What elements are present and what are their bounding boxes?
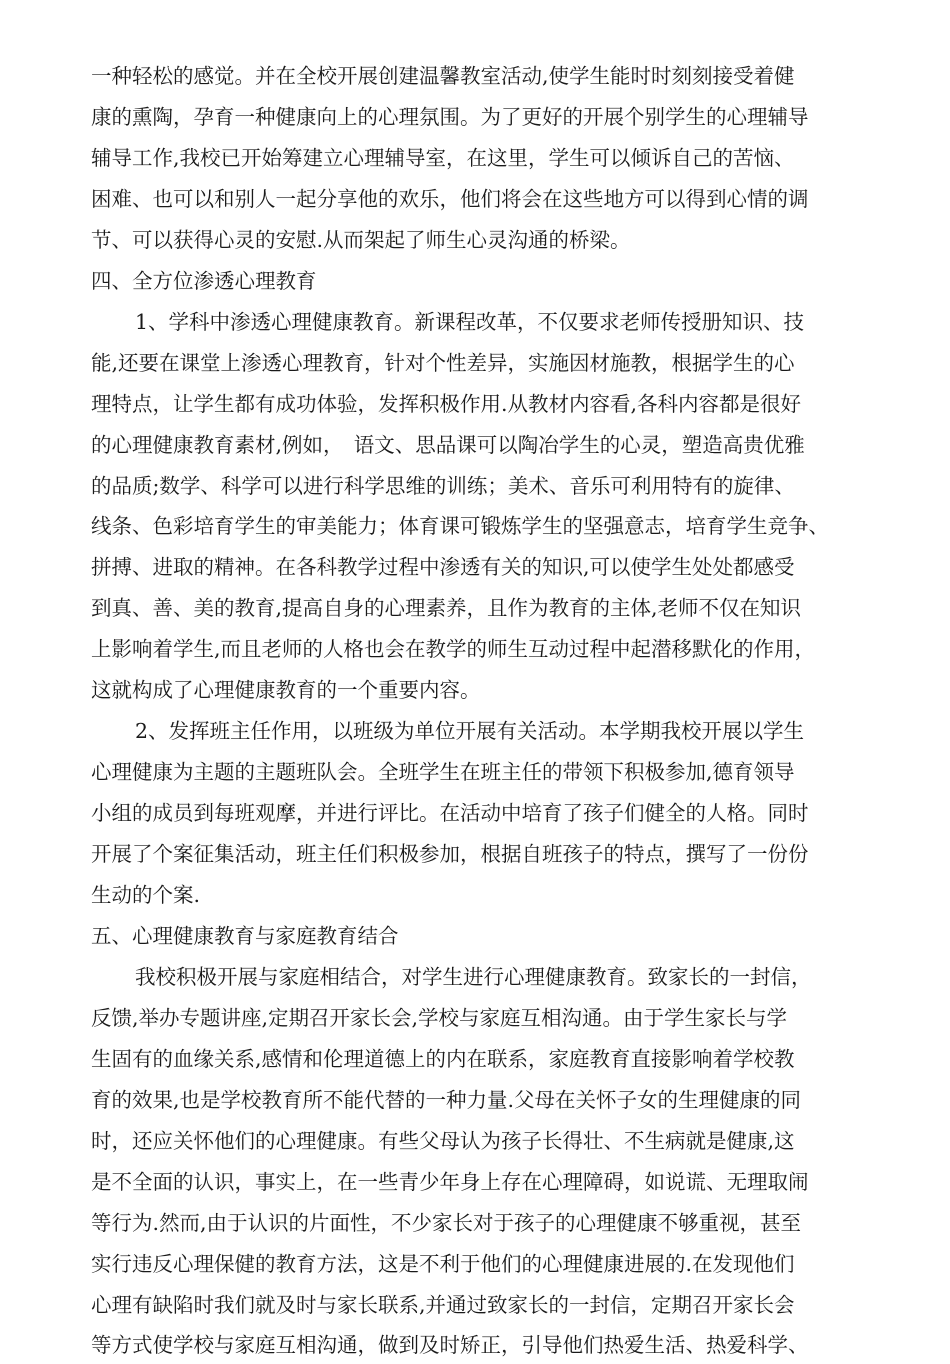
text-line: 一种轻松的感觉。并在全校开展创建温馨教室活动,使学生能时时刻刻接受着健 — [91, 64, 795, 88]
text-line: 时，还应关怀他们的心理健康。有些父母认为孩子长得壮、不生病就是健康,这 — [91, 1128, 795, 1153]
text-line: 1、学科中渗透心理健康教育。新课程改革，不仅要求老师传授册知识、技 — [135, 309, 805, 334]
section-heading: 五、心理健康教育与家庭教育结合 — [91, 923, 399, 948]
text-line: 2、发挥班主任作用，以班级为单位开展有关活动。本学期我校开展以学生 — [135, 719, 805, 744]
text-line: 到真、善、美的教育,提高自身的心理素养，且作为教育的主体,老师不仅在知识 — [91, 596, 802, 621]
text-line: 育的效果,也是学校教育所不能代替的一种力量.父母在关怀子女的生理健康的同 — [91, 1087, 802, 1112]
text-line: 康的熏陶，孕育一种健康向上的心理氛围。为了更好的开展个别学生的心理辅导 — [91, 104, 809, 129]
text-line: 开展了个案征集活动，班主任们积极参加，根据自班孩子的特点，撰写了一份份 — [91, 842, 809, 867]
text-line: 心理健康为主题的主题班队会。全班学生在班主任的带领下积极参加,德育领导 — [91, 760, 795, 785]
text-line: 生动的个案. — [91, 883, 201, 907]
text-line: 这就构成了心理健康教育的一个重要内容。 — [91, 678, 481, 703]
text-line: 的心理健康教育素材,例如， 语文、思品课可以陶冶学生的心灵，塑造高贵优雅 — [91, 432, 805, 457]
text-line: 上影响着学生,而且老师的人格也会在教学的师生互动过程中起潜移默化的作用， — [91, 637, 816, 662]
text-line: 心理有缺陷时我们就及时与家长联系,并通过致家长的一封信，定期召开家长会 — [91, 1292, 795, 1317]
text-line: 是不全面的认识，事实上，在一些青少年身上存在心理障碍，如说谎、无理取闹 — [91, 1169, 809, 1194]
text-line: 辅导工作,我校已开始筹建立心理辅导室，在这里，学生可以倾诉自己的苦恼、 — [91, 145, 795, 170]
text-line: 理特点，让学生都有成功体验，发挥积极作用.从教材内容看,各科内容都是很好 — [91, 391, 802, 416]
text-line: 等行为.然而,由于认识的片面性，不少家长对于孩子的心理健康不够重视，甚至 — [91, 1210, 802, 1235]
text-line: 的品质;数学、科学可以进行科学思维的训练；美术、音乐可利用特有的旋律、 — [91, 473, 795, 498]
text-line: 线条、色彩培育学生的审美能力；体育课可锻炼学生的坚强意志，培育学生竞争、 — [91, 514, 829, 539]
section-heading: 四、全方位渗透心理教育 — [91, 268, 317, 293]
text-line: 节、可以获得心灵的安慰.从而架起了师生心灵沟通的桥梁。 — [91, 227, 631, 252]
text-line: 生固有的血缘关系,感情和伦理道德上的内在联系，家庭教育直接影响着学校教 — [91, 1046, 795, 1071]
text-line: 小组的成员到每班观摩，并进行评比。在活动中培育了孩子们健全的人格。同时 — [91, 801, 809, 826]
text-line: 实行违反心理保健的教育方法，这是不利于他们的心理健康进展的.在发现他们 — [91, 1251, 795, 1276]
text-line: 能,还要在课堂上渗透心理教育，针对个性差异，实施因材施教，根据学生的心 — [91, 350, 795, 375]
text-line: 等方式使学校与家庭互相沟通，做到及时矫正，引导他们热爱生活、热爱科学、 — [91, 1333, 809, 1358]
text-line: 反馈,举办专题讲座,定期召开家长会,学校与家庭互相沟通。由于学生家长与学 — [91, 1005, 788, 1030]
text-line: 我校积极开展与家庭相结合，对学生进行心理健康教育。致家长的一封信， — [135, 964, 812, 989]
text-line: 困难、也可以和别人一起分享他的欢乐，他们将会在这些地方可以得到心情的调 — [91, 186, 809, 211]
text-line: 拼搏、进取的精神。在各科教学过程中渗透有关的知识,可以使学生处处都感受 — [91, 555, 795, 580]
